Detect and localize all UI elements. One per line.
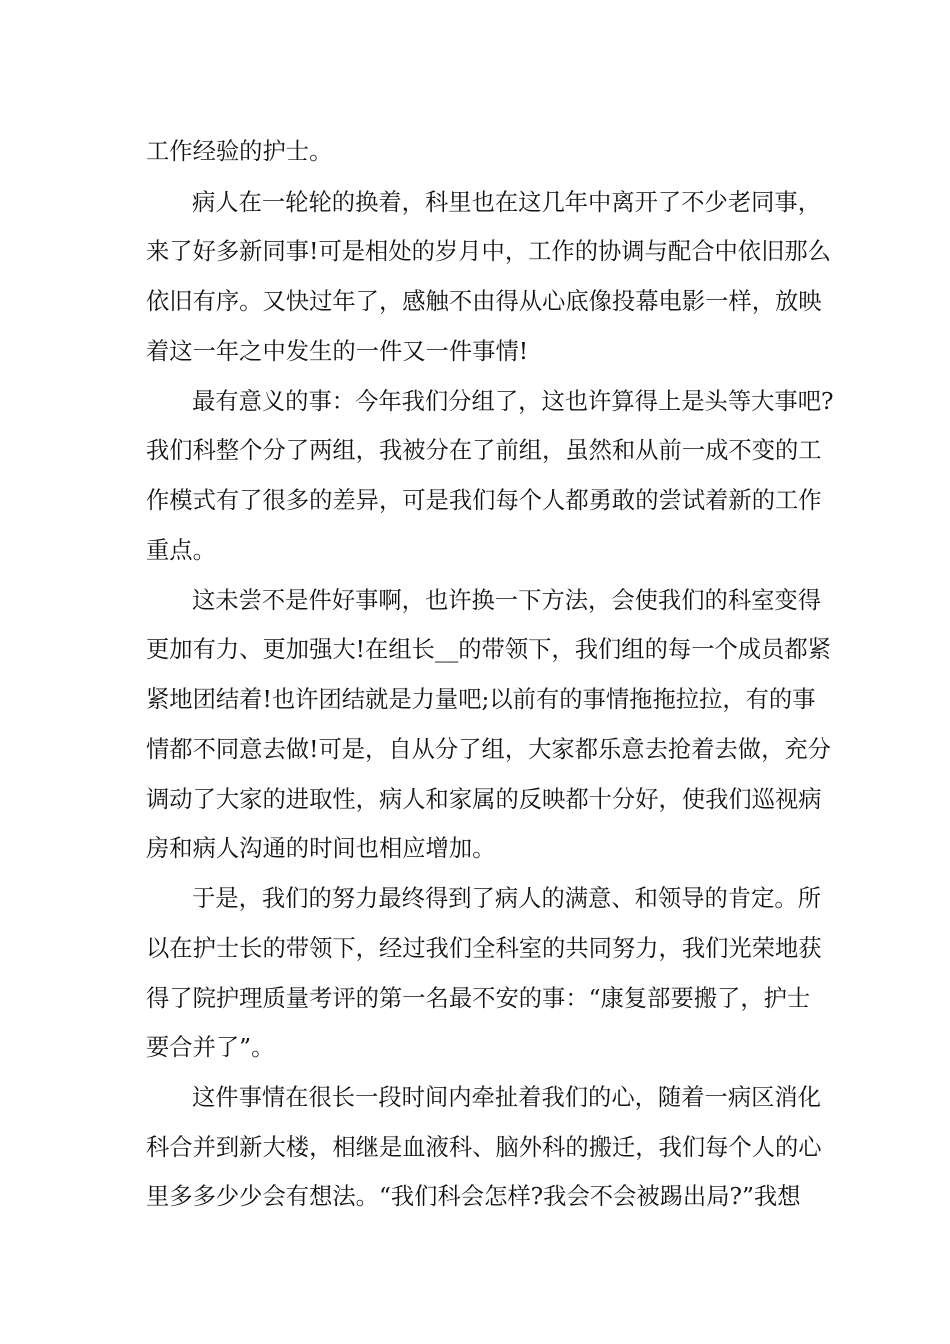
text-line: 以在护士长的带领下，经过我们全科室的共同努力，我们光荣地获 xyxy=(146,935,822,962)
text-line: 得了院护理质量考评的第一名最不安的事：“康复部要搬了，护士 xyxy=(146,985,811,1012)
text-line: 紧地团结着!也许团结就是力量吧;以前有的事情拖拖拉拉，有的事 xyxy=(146,686,816,713)
text-line: 情都不同意去做!可是，自从分了组，大家都乐意去抢着去做，充分 xyxy=(146,736,831,763)
text-line: 房和病人沟通的时间也相应增加。 xyxy=(146,835,496,862)
text-line: 科合并到新大楼，相继是血液科、脑外科的搬迁，我们每个人的心 xyxy=(146,1134,822,1161)
text-line: 里多多少少会有想法。“我们科会怎样?我会不会被踢出局?”我想 xyxy=(146,1183,801,1210)
text-line: 工作经验的护士。 xyxy=(146,138,333,165)
text-line: 着这一年之中发生的一件又一件事情! xyxy=(146,338,529,365)
text-line: 这件事情在很长一段时间内牵扯着我们的心，随着一病区消化 xyxy=(192,1084,822,1111)
text-line: 我们科整个分了两组，我被分在了前组，虽然和从前一成不变的工 xyxy=(146,437,822,464)
text-line: 病人在一轮轮的换着，科里也在这几年中离开了不少老同事， xyxy=(192,189,822,216)
text-line: 重点。 xyxy=(146,537,216,564)
text-line: 来了好多新同事!可是相处的岁月中，工作的协调与配合中依旧那么 xyxy=(146,238,831,265)
text-line: 依旧有序。又快过年了，感触不由得从心底像投幕电影一样，放映 xyxy=(146,288,822,315)
text-line: 调动了大家的进取性，病人和家属的反映都十分好，使我们巡视病 xyxy=(146,786,822,813)
text-line: 要合并了”。 xyxy=(146,1034,275,1061)
text-line: 这未尝不是件好事啊，也许换一下方法，会使我们的科室变得 xyxy=(192,587,822,614)
text-line: 于是，我们的努力最终得到了病人的满意、和领导的肯定。所 xyxy=(192,885,822,912)
text-line: 更加有力、更加强大!在组长__的带领下，我们组的每一个成员都紧 xyxy=(146,636,831,663)
text-line: 最有意义的事：今年我们分组了，这也许算得上是头等大事吧? xyxy=(192,388,834,415)
text-line: 作模式有了很多的差异，可是我们每个人都勇敢的尝试着新的工作 xyxy=(146,487,822,514)
